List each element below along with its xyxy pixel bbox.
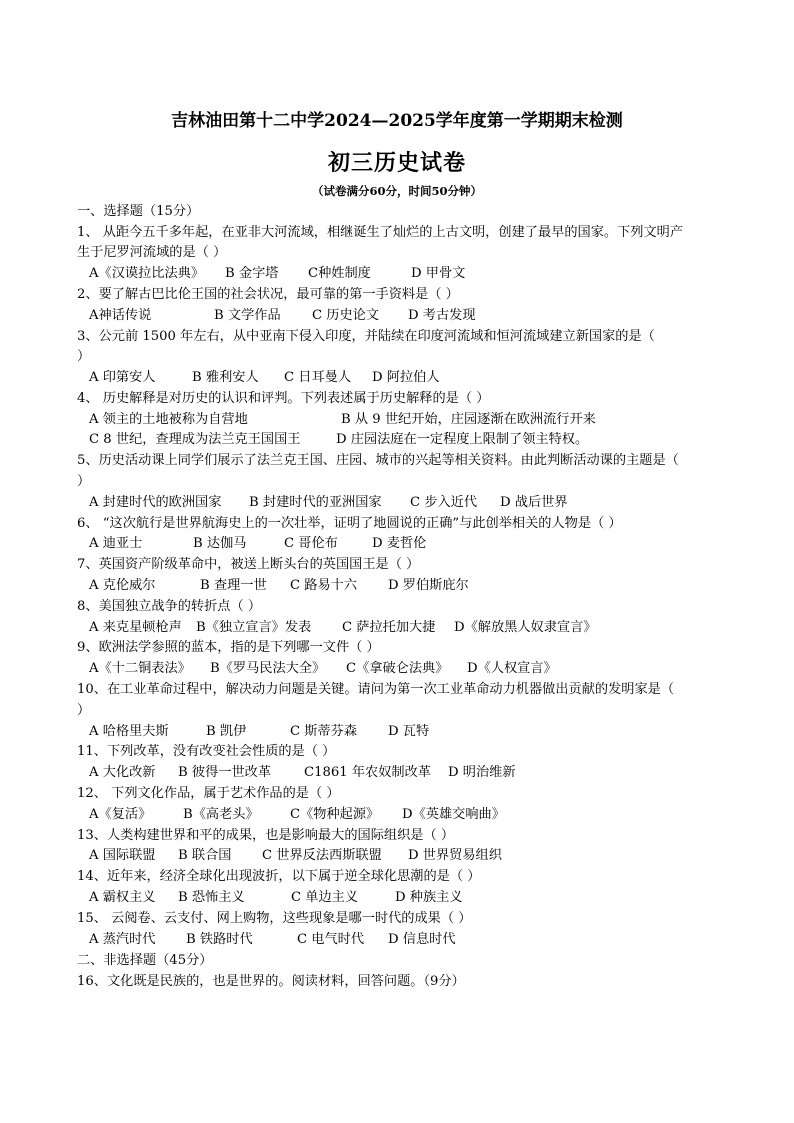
question-10-option-d: D 瓦特 xyxy=(388,724,430,739)
question-3-stem-cont: ） xyxy=(77,349,91,364)
question-2-option-a: A神话传说 xyxy=(89,308,152,323)
question-3-option-d: D 阿拉伯人 xyxy=(372,370,440,385)
question-12-stem: 12、 下列文化作品，属于艺术作品的是（ ） xyxy=(77,786,340,801)
question-7-stem: 7、英国资产阶级革命中，被送上断头台的英国国王是（ ） xyxy=(77,557,420,572)
section-heading-choice: 一、选择题（15分） xyxy=(77,204,200,219)
question-2-option-d: D 考古发现 xyxy=(408,308,476,323)
question-12-option-c: C《物种起源》 xyxy=(290,807,380,822)
question-2-option-b: B 文学作品 xyxy=(214,308,281,323)
question-15-option-d: D 信息时代 xyxy=(388,932,456,947)
question-5-stem-cont: ） xyxy=(77,474,91,489)
question-6-option-d: D 麦哲伦 xyxy=(372,536,427,551)
question-8-option-d: D《解放黑人奴隶宣言》 xyxy=(454,620,597,635)
question-8-stem: 8、美国独立战争的转折点（ ） xyxy=(77,599,262,614)
question-13-option-b: B 联合国 xyxy=(178,848,232,863)
question-11-option-c: C1861 年农奴制改革 xyxy=(304,765,431,780)
question-11-stem: 11、下列改革，没有改变社会性质的是（ ） xyxy=(77,744,336,759)
question-4-option-d: D 庄园法庭在一定程度上限制了领主特权。 xyxy=(336,432,589,447)
question-10-option-a: A 哈格里夫斯 xyxy=(89,724,169,739)
question-5-stem: 5、历史活动课上同学们展示了法兰克王国、庄园、城市的兴起等相关资料。由此判断活动课的主题是（ xyxy=(77,453,679,468)
question-16-stem: 16、文化既是民族的，也是世界的。阅读材料，回答问题。（9分） xyxy=(77,974,465,989)
question-1-option-c: C种姓制度 xyxy=(308,266,371,281)
section-heading-nonchoice: 二、非选择题（45分） xyxy=(77,953,213,968)
question-14-stem: 14、近年来，经济全球化出现波折，以下属于逆全球化思潮的是（ ） xyxy=(77,869,481,884)
question-1-option-a: A《汉谟拉比法典》 xyxy=(89,266,205,281)
question-12-option-d: D《英雄交响曲》 xyxy=(402,807,505,822)
question-4-option-c: C 8 世纪，查理成为法兰克王国国王 xyxy=(89,432,301,447)
question-7-option-d: D 罗伯斯庇尔 xyxy=(388,578,469,593)
question-15-stem: 15、 云阅卷、云支付、网上购物，这些现象是哪一时代的成果（ ） xyxy=(77,911,472,926)
question-3-option-a: A 印第安人 xyxy=(89,370,156,385)
question-8-option-c: C 萨拉托加大捷 xyxy=(342,620,436,635)
question-13-option-d: D 世界贸易组织 xyxy=(408,848,502,863)
question-1-option-d: D 甲骨文 xyxy=(411,266,466,281)
question-7-option-c: C 路易十六 xyxy=(290,578,358,593)
question-9-option-d: D《人权宣言》 xyxy=(467,661,557,676)
question-1-option-b: B 金字塔 xyxy=(225,266,279,281)
question-10-option-b: B 凯伊 xyxy=(206,724,247,739)
question-3-option-c: C 日耳曼人 xyxy=(284,370,352,385)
question-13-option-c: C 世界反法西斯联盟 xyxy=(262,848,382,863)
question-4-option-b: B 从 9 世纪开始，庄园逐渐在欧洲流行开来 xyxy=(341,412,596,427)
question-12-option-a: A《复活》 xyxy=(89,807,152,822)
question-7-option-b: B 查理一世 xyxy=(200,578,267,593)
question-8-option-a: A 来克星顿枪声 xyxy=(89,620,182,635)
question-11-option-d: D 明治维新 xyxy=(448,765,516,780)
question-10-option-c: C 斯蒂芬森 xyxy=(290,724,358,739)
question-2-option-c: C 历史论文 xyxy=(312,308,380,323)
question-9-option-a: A《十二铜表法》 xyxy=(89,661,191,676)
school-title: 吉林油田第十二中学2024—2025学年度第一学期期末检测 xyxy=(171,111,623,131)
question-5-option-a: A 封建时代的欧洲国家 xyxy=(89,495,222,510)
question-12-option-b: B《高老头》 xyxy=(183,807,259,822)
question-5-option-d: D 战后世界 xyxy=(500,495,568,510)
question-14-option-b: B 恐怖主义 xyxy=(178,890,245,905)
question-5-option-c: C 步入近代 xyxy=(410,495,478,510)
question-15-option-a: A 蒸汽时代 xyxy=(89,932,156,947)
question-9-stem: 9、欧洲法学参照的蓝本，指的是下列哪一文件（ ） xyxy=(77,640,380,655)
question-5-option-b: B 封建时代的亚洲国家 xyxy=(249,495,382,510)
question-15-option-c: C 电气时代 xyxy=(297,932,365,947)
question-13-option-a: A 国际联盟 xyxy=(89,848,156,863)
question-2-stem: 2、要了解古巴比伦王国的社会状况，最可靠的第一手资料是（ ） xyxy=(77,287,459,302)
question-11-option-b: B 彼得一世改革 xyxy=(178,765,272,780)
question-6-option-b: B 达伽马 xyxy=(193,536,247,551)
question-1-stem: 1、 从距今五千多年起，在亚非大河流域，相继诞生了灿烂的上古文明，创建了最早的国家。下列文明产 xyxy=(77,225,684,240)
question-9-option-b: B《罗马民法大全》 xyxy=(210,661,326,676)
question-1-stem-cont: 生于尼罗河流域的是（ ） xyxy=(77,245,227,260)
question-3-stem: 3、公元前 1500 年左右，从中亚南下侵入印度，并陆续在印度河流域和恒河流域建立新国家的是（ xyxy=(77,329,655,344)
question-9-option-c: C《拿破仑法典》 xyxy=(346,661,449,676)
exam-title: 初三历史试卷 xyxy=(327,150,466,176)
question-10-stem-cont: ） xyxy=(77,703,91,718)
question-6-option-c: C 哥伦布 xyxy=(284,536,338,551)
question-14-option-d: D 种族主义 xyxy=(395,890,463,905)
question-10-stem: 10、在工业革命过程中，解决动力问题是关键。请问为第一次工业革命动力机器做出贡献的发明家是（ xyxy=(77,682,675,697)
question-6-stem: 6、 “这次航行是世界航海史上的一次壮举，证明了地圆说的正确”与此创举相关的人物是（ ） xyxy=(77,516,622,531)
exam-info: （试卷满分60分，时间50分钟） xyxy=(311,184,482,198)
question-14-option-c: C 单边主义 xyxy=(291,890,359,905)
question-4-stem: 4、 历史解释是对历史的认识和评判。下列表述属于历史解释的是（ ） xyxy=(77,391,490,406)
question-14-option-a: A 霸权主义 xyxy=(89,890,156,905)
question-4-option-a: A 领主的土地被称为自营地 xyxy=(89,412,248,427)
question-8-option-b: B《独立宣言》发表 xyxy=(196,620,312,635)
question-15-option-b: B 铁路时代 xyxy=(186,932,253,947)
question-13-stem: 13、人类构建世界和平的成果，也是影响最大的国际组织是（ ） xyxy=(77,828,455,843)
question-3-option-b: B 雅利安人 xyxy=(192,370,259,385)
question-6-option-a: A 迪亚士 xyxy=(89,536,143,551)
question-7-option-a: A 克伦威尔 xyxy=(89,578,156,593)
question-11-option-a: A 大化改新 xyxy=(89,765,156,780)
